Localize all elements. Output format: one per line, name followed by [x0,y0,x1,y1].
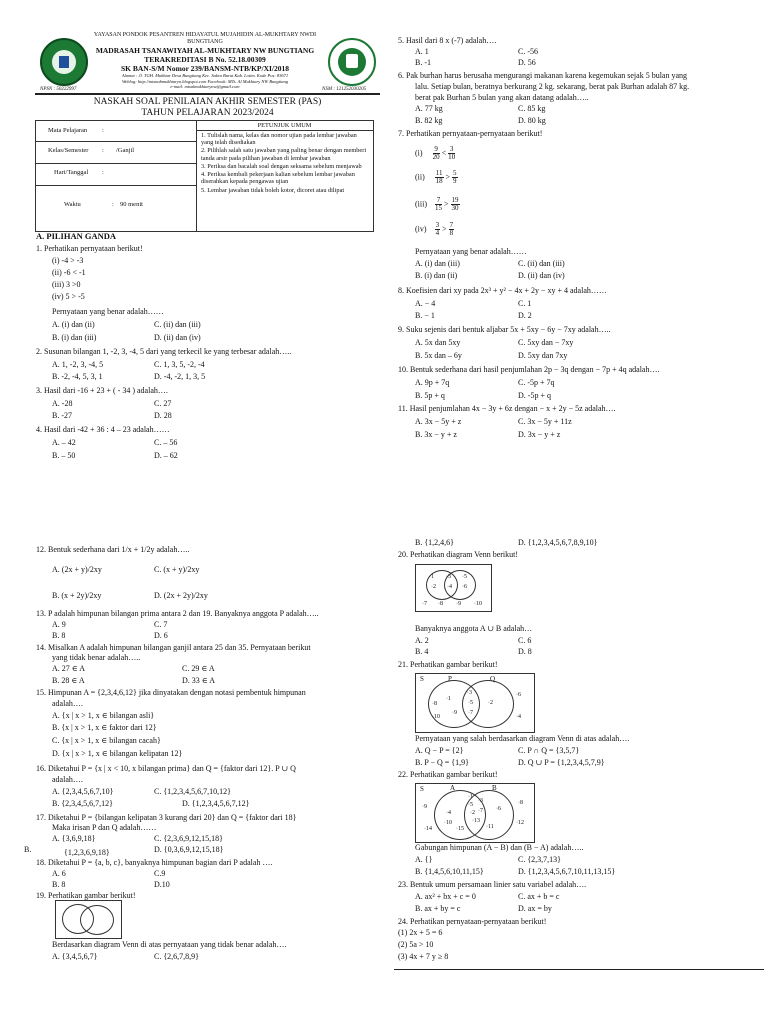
rule-item: 4. Periksa kembali pekerjaan kalian sebelum lembar jawaban diserahkan kepada pengawas ujian [201,171,355,186]
question-text: berat pak Burhan 5 bulan yang akan datang adalah….. [415,93,589,102]
option: A. 2 [415,636,429,645]
option: B. 82 kg [415,116,443,125]
field-label: Hari/Tanggal [54,169,89,176]
question-text: 24. Perhatikan pernyataan-pernyataan berikut! [398,917,547,926]
option: B. – 50 [52,451,76,460]
option: C. {1,2,3,4,5,6,7,10,12} [154,787,232,796]
option: D. – 62 [154,451,178,460]
option: B. 4 [415,647,429,656]
option: D. ax = by [518,904,552,913]
option: A. {2,3,4,5,6,7,10} [52,787,114,796]
option: A. {3,6,9,18} [52,834,96,843]
question-text: yang tidak benar adalah….. [52,653,141,662]
option: B. {1,4,5,6,10,11,15} [415,867,484,876]
option: A. 27 ∈ A [52,664,86,673]
option: A. 3x − 5y + z [415,417,462,426]
question-text: 22. Perhatikan gambar berikut! [398,770,498,779]
question-text: 8. Koefisien dari xy pada 2x³ + y² − 4x + 2y − xy + 4 adalah…… [398,286,607,295]
option: C. 3x − 5y + 11z [518,417,572,426]
foundation-name: YAYASAN PONDOK PESANTREN HIDAYATUL MUJAHIDIN AL-MUKHTARY NWDI BUNGTIANG [93,32,317,46]
statement: (1) 2x + 5 = 6 [398,928,443,937]
option: D. 33 ∈ A [182,676,216,685]
school-logo-right [328,38,376,86]
option: A. -28 [52,399,73,408]
field-label: Waktu [64,201,81,208]
option: A. ax² + bx + c = 0 [415,892,476,901]
option: C. 5xy dan − 7xy [518,338,574,347]
option: D. 3x − y + z [518,430,561,439]
option: C. 1 [518,299,532,308]
option: C. 85 kg [518,104,546,113]
option: A. (2x + y)/2xy [52,565,102,574]
question-text: Gabungan himpunan (A − B) dan (B − A) adalah….. [415,843,584,852]
option: B. − 1 [415,311,435,320]
nsm: NSM : 121252030205 [322,87,367,92]
option: C. {2,3,7,13} [518,855,562,864]
option: A. – 42 [52,438,76,447]
option: C. – 56 [154,438,178,447]
statement: (i) -4 > -3 [52,256,84,265]
option: C. P ∩ Q = {3,5,7} [518,746,580,755]
option: C. 1, 3, 5, -2, -4 [154,360,205,369]
statement: (iii) 3 >0 [52,280,81,289]
option: D. 80 kg [518,116,546,125]
option: D. 6 [154,631,168,640]
option: C. ax + b = c [518,892,560,901]
option: D. (ii) dan (iv) [154,333,201,342]
option: A. {3,4,5,6,7} [52,952,98,961]
option: D. (ii) dan (iv) [518,271,565,280]
accreditation: TERAKREDITASI B No. 52.18.00309 [144,55,266,65]
question-text: 6. Pak burhan harus berusaha mengurangi makanan karena kegemukan sejak 5 bulan yang [398,71,688,80]
field-label: Mata Pelajaran [48,127,88,134]
option: B. (x + 2y)/2xy [52,591,102,600]
statement: (2) 5a > 10 [398,940,434,949]
question-text: 17. Diketahui P = {bilangan kelipatan 3 kurang dari 20} dan Q = {faktor dari 18} [36,813,297,822]
option: C. -56 [518,47,538,56]
venn-diagram-q21: S P Q ·8 ·1 ·3 ·5 ·7 ·2 ·9 ·10 ·6 ·4 [415,673,535,733]
venn-diagram-q19 [55,900,122,939]
option: D.10 [154,880,170,889]
option: B. -1 [415,58,431,67]
option: D. 2 [518,311,532,320]
venn-diagram-q20: ·1 ·3 ·5 ·2 ·4 ·6 ·7 ·8 ·9 ·10 [415,564,492,612]
option: B. {2,3,4,5,6,7,12} [52,799,114,808]
question-text: 1. Perhatikan pernyataan berikut! [36,244,143,253]
rule-item: 3. Periksa dan bacalah soal dengan seksama sebelum menjawab [201,162,362,170]
question-text: 23. Bentuk umum persamaan linier satu variabel adalah…. [398,880,587,889]
q7-statement: (ii) $\frac{11}{18}$ > $\frac{5}{9}$ [415,169,457,185]
question-text: 18. Diketahui P = {a, b, c}, banyaknya himpunan bagian dari P adalah …. [36,858,273,867]
section-title: A. PILIHAN GANDA [36,231,117,241]
venn-circle [80,905,114,935]
option: B. 5x dan – 6y [415,351,462,360]
option: B. P − Q = {1,9} [415,758,469,767]
page-divider [394,969,764,970]
option: B. {x | x > 1, x ∈ faktor dari 12} [52,723,157,732]
school-name: MADRASAH TSANAWIYAH AL-MUKHTARY NW BUNGTIANG [95,46,315,56]
option: C. 27 [154,399,172,408]
q7-statement: (i) $\frac{9}{20}$ < $\frac{3}{10}$ [415,145,456,161]
question-text: 15. Himpunan A = {2,3,4,6,12} jika dinyatakan dengan notasi pembentuk himpunan [36,688,306,697]
question-text: 3. Hasil dari -16 + 23 + ( - 34 ) adalah…. [36,386,168,395]
option: B. ax + by = c [415,904,461,913]
option: B. 8 [52,880,66,889]
question-text: Maka irisan P dan Q adalah…… [52,823,157,832]
question-text: Pernyataan yang salah berdasarkan diagram Venn di atas adalah…. [415,734,630,743]
q7-statement: (iv) $\frac{3}{4}$ > $\frac{7}{8}$ [415,221,454,237]
question-text: 7. Perhatikan pernyataan-pernyataan berikut! [398,129,543,138]
q7-statement: (iii) $\frac{7}{15}$ > $\frac{19}{30}$ [415,196,459,212]
question-text: adalah…. [52,699,83,708]
statement: (iv) 5 > -5 [52,292,85,301]
question-text: Berdasarkan diagram Venn di atas pernyataan yang tidak benar adalah…. [52,940,287,949]
option: D. {1,2,3,4,5,6,7,12} [182,799,250,808]
question-text: Banyaknya anggota A ∪ B adalah… [415,624,533,633]
option: A. 5x dan 5xy [415,338,461,347]
statement: (ii) -6 < -1 [52,268,86,277]
option: C. 6 [518,636,532,645]
option: A. (i) dan (iii) [415,259,460,268]
option: C. 7 [154,620,168,629]
option: B. {1,2,4,6} [415,538,455,547]
weblog: Weblog: http://mtsnubmukhtaryn.blogspot.com Facebook: MTs. Al Mukhtary NW Bungtiang [121,78,289,84]
option: C. {2,3,6,9,12,15,18} [154,834,224,843]
field-value: 90 menit [120,201,143,208]
option: C. (ii) dan (iii) [154,320,201,329]
question-text: 4. Hasil dari -42 + 36 : 4 – 23 adalah…… [36,425,170,434]
email: e-mail: mtsalmukhtarynw@gmail.com [170,84,240,90]
option: A. 9p + 7q [415,378,450,387]
option: B. 5p + q [415,391,445,400]
field-value: /Ganjil [116,147,135,154]
npsn: NPSN : 50222997 [40,87,77,92]
question-text: 13. P adalah himpunan bilangan prima antara 2 dan 19. Banyaknya anggota P adalah….. [36,609,319,618]
option: B. (i) dan (iii) [52,333,97,342]
option: C. (ii) dan (iii) [518,259,565,268]
option: B. -27 [52,411,72,420]
question-text: 2. Susunan bilangan 1, -2, 3, -4, 5 dari yang terkecil ke yang terbesar adalah….. [36,347,292,356]
option: B. 8 [52,631,66,640]
option: A. 1, -2, 3, -4, 5 [52,360,104,369]
sk-number: SK BAN-S/M Nomor 239/BANSM-NTB/KP/XI/2018 [121,64,289,74]
option: C. {2,6,7,8,9} [154,952,200,961]
option: C. -5p + 7q [518,378,555,387]
option: A. 6 [52,869,66,878]
option: D. (2x + 2y)/2xy [154,591,208,600]
question-text: 19. Perhatikan gambar berikut! [36,891,136,900]
option: D. 5xy dan 7xy [518,351,568,360]
option: D. -5p + q [518,391,551,400]
option: D. {0,3,6,9,12,15,18} [154,845,224,854]
option: C. {x | x > 1, x ∈ bilangan cacah} [52,736,161,745]
option: A. 9 [52,620,66,629]
field-label: Kelas/Semester [48,147,89,154]
option: {1,2,3,6,9,18} [64,848,110,857]
option: D. Q ∪ P = {1,2,3,4,5,7,9} [518,758,605,767]
question-text: 16. Diketahui P = {x | x < 10, x bilangan prima} dan Q = {faktor dari 12}. P ∪ Q [36,764,296,773]
exam-title-line1: NASKAH SOAL PENILAIAN AKHIR SEMESTER (PAS) [93,97,322,107]
option: C. 29 ∈ A [182,664,215,673]
exam-info-table: Mata Pelajaran : Kelas/Semester : /Ganjil Hari/Tanggal : Waktu : 90 menit PETUNJUK UMUM 1. Tulislah nama, kelas dan nomor ujian pada lembar jawaban yang telah disediakan 2. Pilihlah salah satu jawaban yang paling benar dengan memberi tanda arsir pada pilihan jawaban di lembar jawaban 3. Periksa dan bacalah soal dengan seksama sebelum menjawab 4. Periksa kembali pekerjaan kalian sebelum lembar jawaban diserahkan kepada pengawas ujian 5. Lembar jawaban tidak boleh kotor, dicoret atau dilipat [35,120,374,232]
question-text: 12. Bentuk sederhana dari 1/x + 1/2y adalah….. [36,545,190,554]
address: Alamat : Jl. TGH. Mukhtar Desa Bungtiang Kec. Sakra Barat Kab. Lotim. Kode Pos: 83671 [121,73,289,79]
option: D. 28 [154,411,172,420]
option: B. 3x − y + z [415,430,457,439]
option: D. {1,2,3,4,5,6,7,10,11,13,15} [518,867,616,876]
rule-item: 5. Lembar jawaban tidak boleh kotor, dicoret atau dilipat [201,186,345,194]
option: C. (x + y)/2xy [154,565,200,574]
option: C.9 [154,869,166,878]
exam-title-line2: TAHUN PELAJARAN 2023/2024 [141,108,274,119]
question-text: 11. Hasil penjumlahan 4x − 3y + 6z dengan − x + 2y − 5z adalah…. [398,404,616,413]
option: D. {1,2,3,4,5,6,7,8,9,10} [518,538,598,547]
question-text: 5. Hasil dari 8 x (-7) adalah…. [398,36,497,45]
option: A. − 4 [415,299,436,308]
option: A. {x | x > 1, x ∈ bilangan asli} [52,711,155,720]
option-letter: B. [24,845,32,854]
option: B. (i) dan (ii) [415,271,458,280]
option: D. {x | x > 1, x ∈ bilangan kelipatan 12} [52,749,183,758]
option: A. 1 [415,47,429,56]
question-text: 21. Perhatikan gambar berikut! [398,660,498,669]
exam-title [35,97,380,120]
option: A. {} [415,855,433,864]
letterhead [80,32,330,90]
question-text: 10. Bentuk sederhana dari hasil penjumlahan 2p − 3q dengan − 7p + 4q adalah…. [398,365,660,374]
question-text: 9. Suku sejenis dari bentuk aljabar 5x + 5xy − 6y − 7xy adalah….. [398,325,611,334]
question-text: adalah…. [52,775,83,784]
option: B. -2, -4, 5, 3, 1 [52,372,103,381]
question-text: lalu. Setiap bulan, beratnya berkurang 2 kg. sekarang, berat pak Burhan adalah 87 kg. [415,82,690,91]
venn-diagram-q22: S A B ·9 ·4 ·10 ·14 ·1 ·5 ·2 ·3 ·7 ·13 ·15 ·11 ·6 ·8 ·12 [415,783,535,843]
question-text: Pernyataan yang benar adalah…… [52,307,164,316]
option: D. 56 [518,58,536,67]
rules-title: PETUNJUK UMUM [196,121,373,131]
statement: (3) 4x + 7 y ≥ 8 [398,952,449,961]
question-text: Pernyataan yang benar adalah…… [415,247,527,256]
option: A. Q − P = {2} [415,746,464,755]
rule-item: 1. Tulislah nama, kelas dan nomor ujian pada lembar jawaban yang telah disediakan [201,132,357,147]
option: D. 8 [518,647,532,656]
question-text: 14. Misalkan A adalah himpunan bilangan ganjil antara 25 dan 35. Pernyataan berikut [36,643,311,652]
question-text: 20. Perhatikan diagram Venn berikut! [398,550,519,559]
rule-item: 2. Pilihlah salah satu jawaban yang paling benar dengan memberi tanda arsir pada pilihan jawaban di lembar jawaban [201,147,367,162]
option: B. 28 ∈ A [52,676,85,685]
option: A. (i) dan (ii) [52,320,95,329]
option: D. -4, -2, 1, 3, 5 [154,372,206,381]
header-rule [35,93,380,95]
option: A. 77 kg [415,104,443,113]
